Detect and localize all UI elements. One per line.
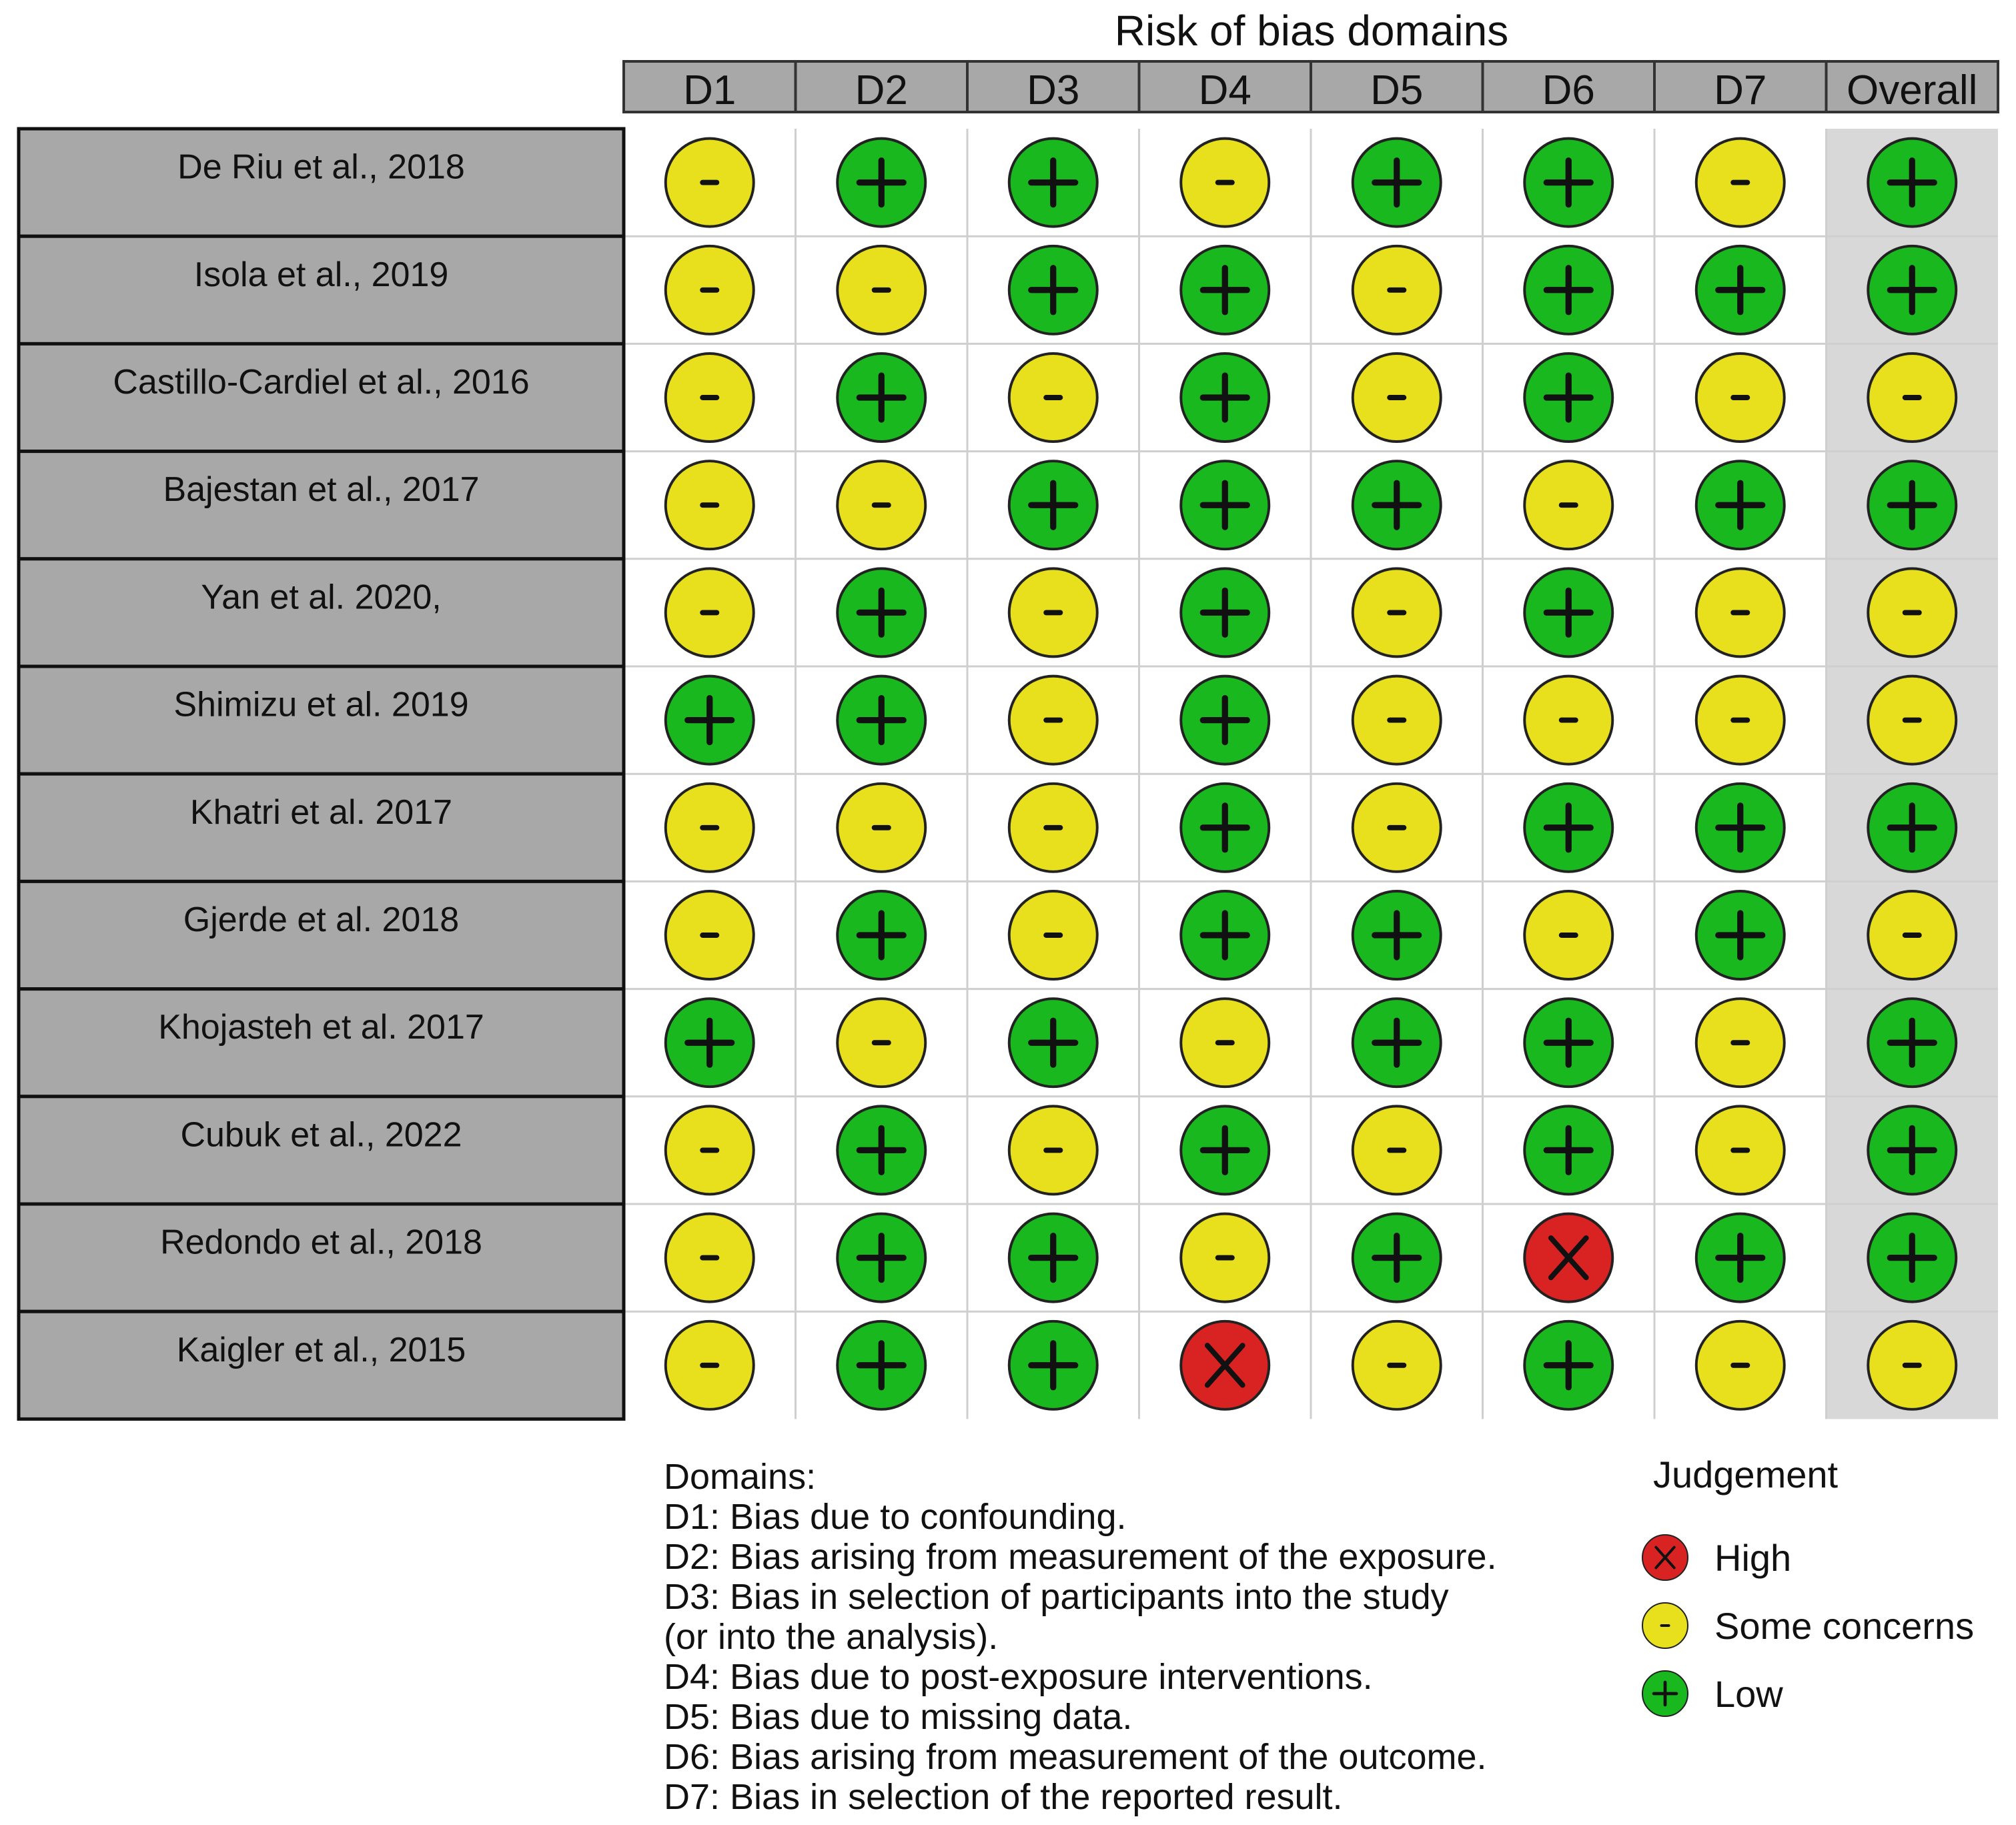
domain-description: D5: Bias due to missing data.: [664, 1697, 1133, 1737]
traffic-light-grid: [19, 61, 1998, 1419]
study-label: Isola et al., 2019: [193, 255, 449, 294]
column-header-d6: D6: [1542, 67, 1595, 113]
column-header-overall: Overall: [1847, 67, 1978, 113]
judgement-label-high: High: [1714, 1537, 1792, 1579]
legend: [664, 1453, 1974, 1817]
column-header-d7: D7: [1714, 67, 1767, 113]
chart-title: Risk of bias domains: [1114, 7, 1509, 55]
study-label: Bajestan et al., 2017: [163, 470, 480, 510]
domain-description: D1: Bias due to confounding.: [664, 1497, 1127, 1537]
domain-description: D2: Bias arising from measurement of the exposure.: [664, 1537, 1497, 1577]
study-label: Redondo et al., 2018: [160, 1223, 482, 1262]
judgement-label-some: Some concerns: [1714, 1605, 1975, 1647]
judgement-title: Judgement: [1653, 1453, 1839, 1495]
study-label: Shimizu et al. 2019: [173, 685, 469, 724]
study-label: Yan et al. 2020,: [201, 578, 442, 617]
domains-title: Domains:: [664, 1457, 817, 1497]
study-label: Khojasteh et al. 2017: [158, 1008, 484, 1047]
study-label: Kaigler et al., 2015: [176, 1330, 466, 1369]
study-label: Gjerde et al. 2018: [183, 900, 460, 939]
column-header-d4: D4: [1198, 67, 1251, 113]
study-label: Khatri et al. 2017: [189, 792, 453, 832]
study-label: Castillo-Cardiel et al., 2016: [113, 363, 530, 402]
column-header-d1: D1: [683, 67, 736, 113]
column-header-d3: D3: [1027, 67, 1080, 113]
domain-description: D4: Bias due to post-exposure interventions.: [664, 1657, 1373, 1697]
judgement-label-low: Low: [1714, 1673, 1783, 1715]
column-header-d2: D2: [855, 67, 908, 113]
column-header-d5: D5: [1370, 67, 1424, 113]
domain-description: D6: Bias arising from measurement of the outcome.: [664, 1737, 1487, 1777]
domain-description: D3: Bias in selection of participants into the study: [664, 1577, 1449, 1617]
domain-description: D7: Bias in selection of the reported result.: [664, 1777, 1343, 1817]
study-label: De Riu et al., 2018: [177, 147, 465, 187]
study-label: Cubuk et al., 2022: [180, 1115, 462, 1155]
domain-description: (or into the analysis).: [664, 1617, 999, 1657]
